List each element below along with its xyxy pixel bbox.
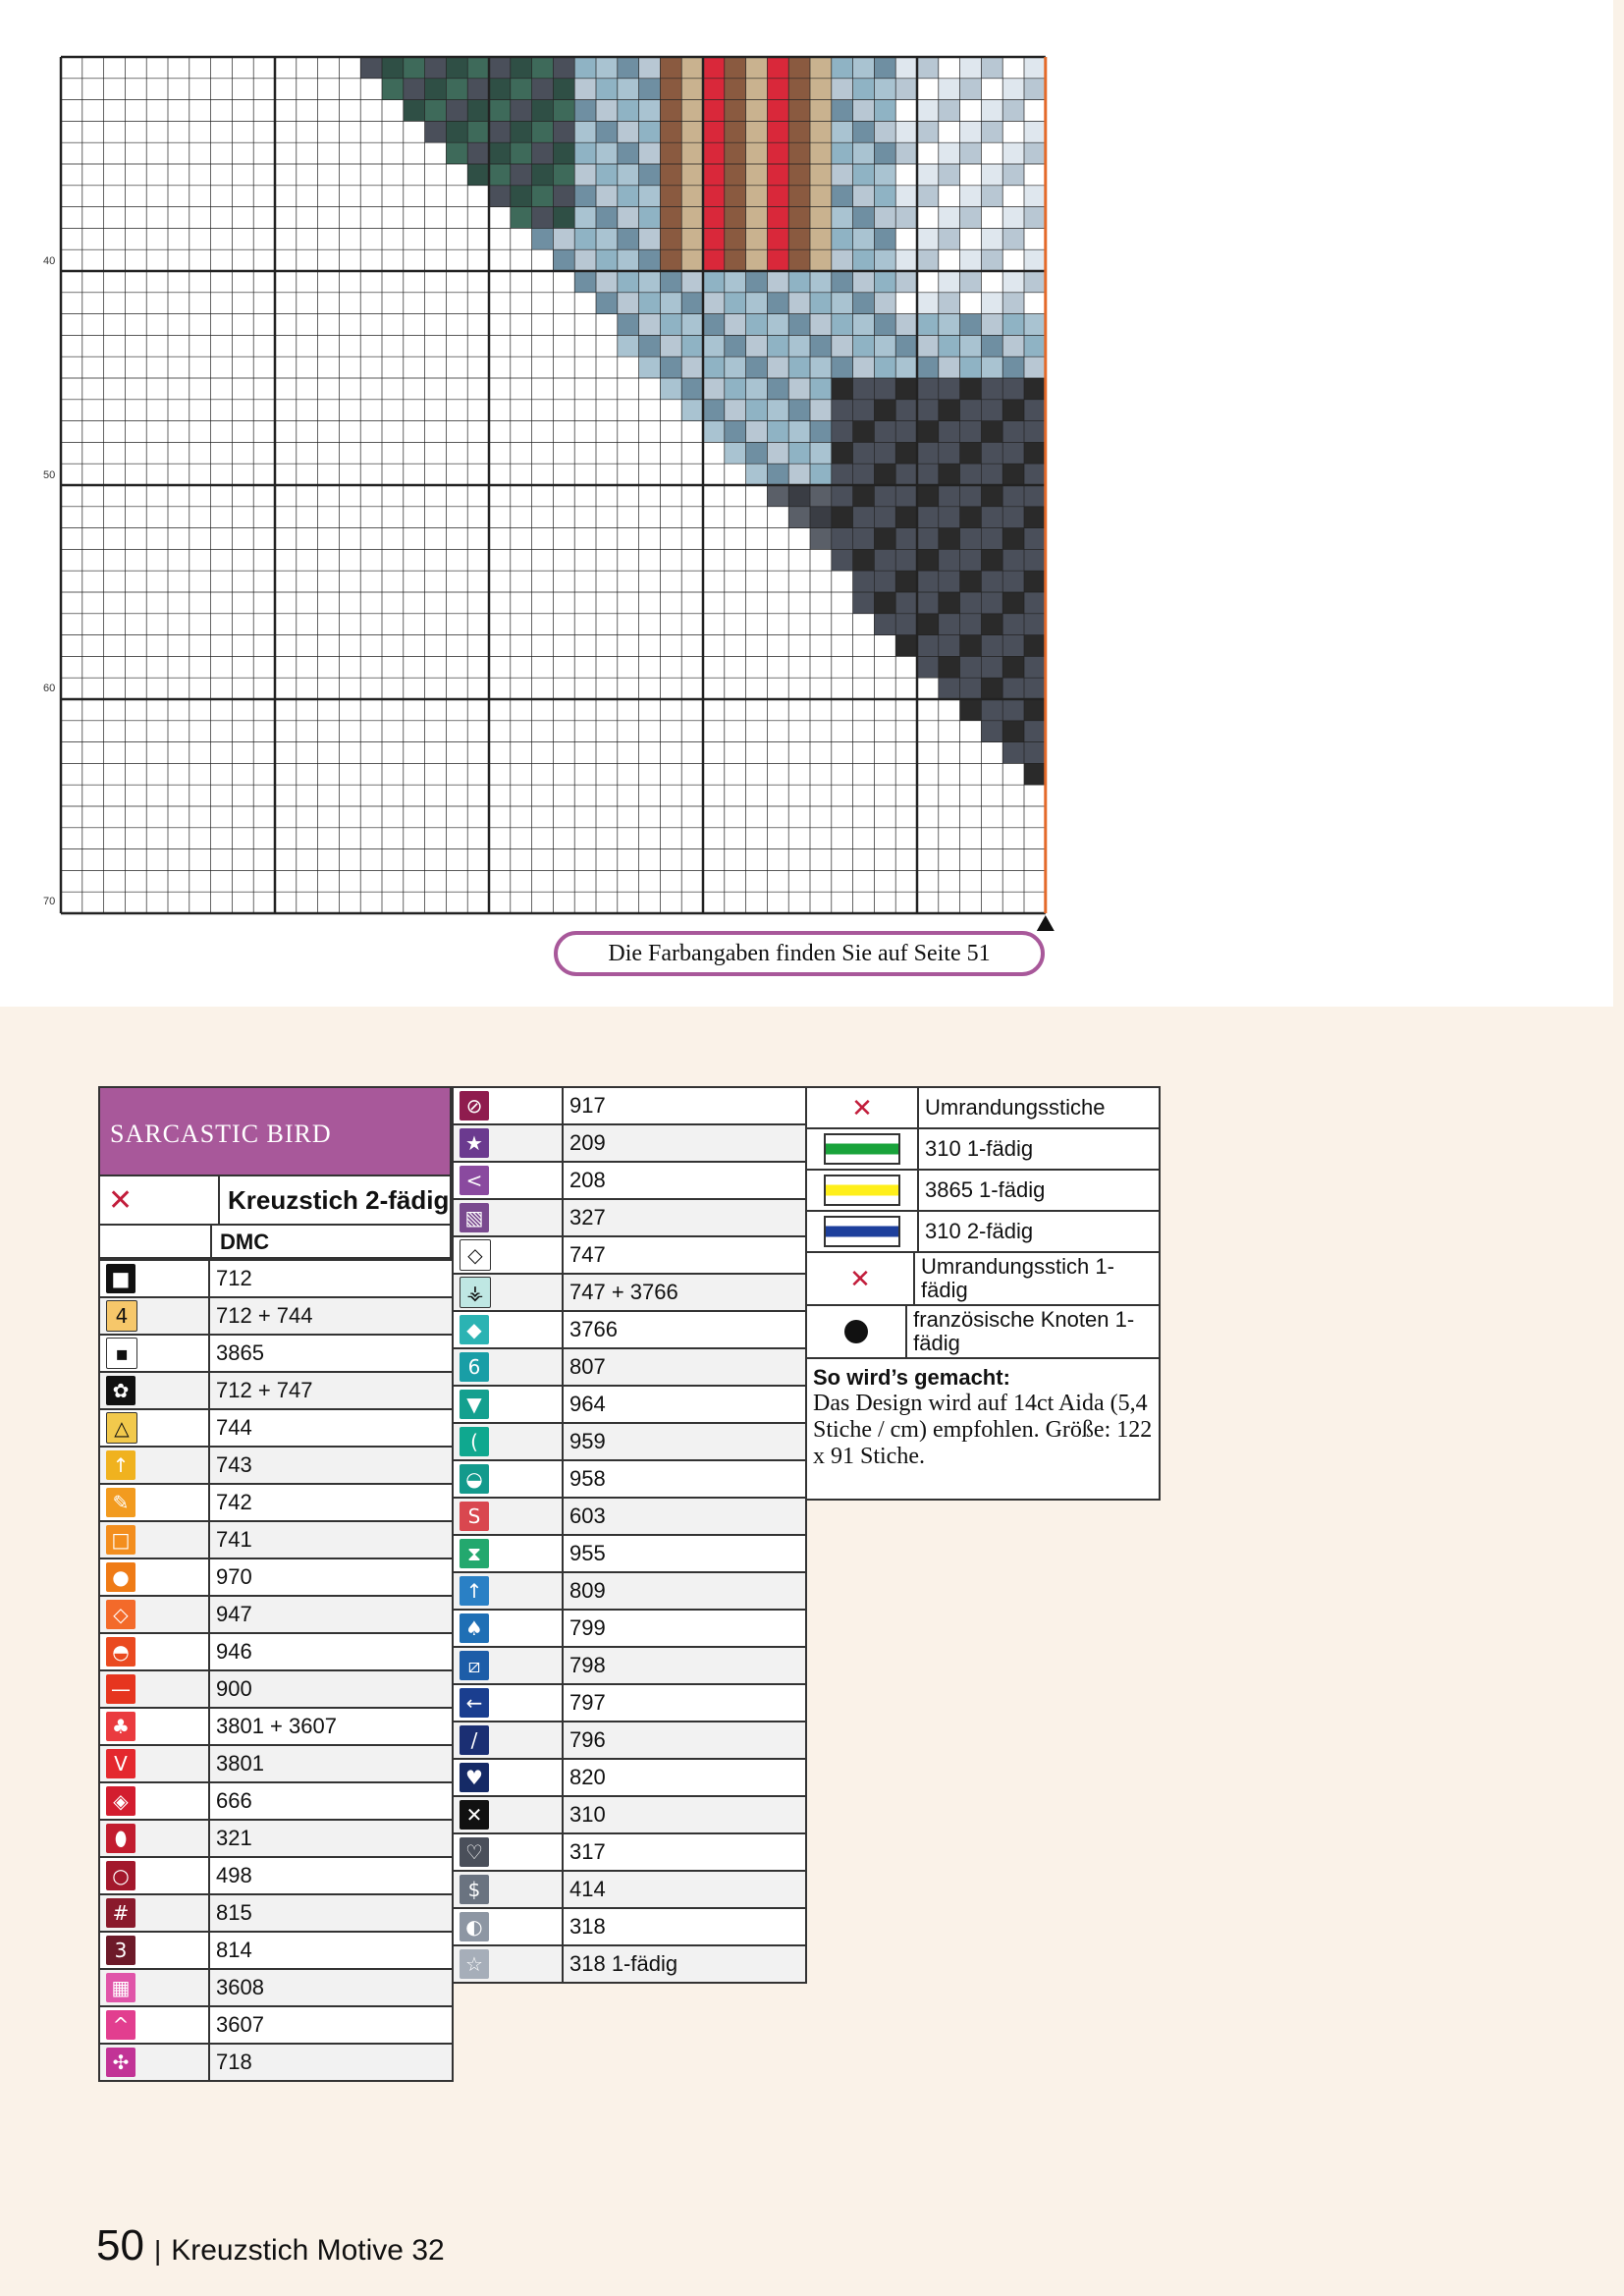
dmc-number: 3608 bbox=[209, 1969, 453, 2006]
symbol-icon: V bbox=[106, 1749, 135, 1778]
row-label-40: 40 bbox=[43, 255, 56, 267]
key-cross-row bbox=[98, 1175, 452, 1226]
dmc-number: 321 bbox=[209, 1820, 453, 1857]
dmc-number: 498 bbox=[209, 1857, 453, 1894]
outline-label: Umrandungsstiche bbox=[925, 1095, 1106, 1120]
col1-row bbox=[99, 1969, 453, 2006]
col2-row bbox=[453, 1199, 806, 1236]
key-column-1 bbox=[98, 1259, 454, 2082]
dmc-number: 3801 bbox=[209, 1745, 453, 1782]
dmc-number: 900 bbox=[209, 1670, 453, 1708]
dmc-number: 798 bbox=[563, 1647, 806, 1684]
col1-row bbox=[99, 2006, 453, 2044]
col2-row bbox=[453, 1498, 806, 1535]
dmc-number: 917 bbox=[563, 1087, 806, 1124]
line-swatch-icon bbox=[824, 1216, 900, 1247]
dmc-number: 814 bbox=[209, 1932, 453, 1969]
row-label-70: 70 bbox=[43, 896, 56, 907]
dmc-number: 3607 bbox=[209, 2006, 453, 2044]
symbol-icon: ✣ bbox=[106, 2048, 135, 2077]
dmc-number: 747 bbox=[563, 1236, 806, 1274]
symbol-icon: ★ bbox=[460, 1128, 489, 1158]
col2-row bbox=[453, 1274, 806, 1311]
col2-row bbox=[453, 1124, 806, 1162]
chart-panel bbox=[0, 0, 1613, 1007]
col2-row bbox=[453, 1423, 806, 1460]
center-arrow-icon bbox=[1037, 915, 1055, 931]
outline-label: 3865 1-fädig bbox=[925, 1177, 1046, 1202]
dmc-number: 318 1-fädig bbox=[563, 1945, 806, 1983]
dmc-number: 712 + 747 bbox=[209, 1372, 453, 1409]
dmc-number: 318 bbox=[563, 1908, 806, 1945]
key-title: SARCASTIC BIRD bbox=[98, 1086, 452, 1176]
footer-title: Kreuzstich Motive 32 bbox=[171, 2234, 445, 2267]
symbol-icon: ⧄ bbox=[460, 1651, 489, 1680]
col2-row bbox=[453, 1386, 806, 1423]
dmc-label: DMC bbox=[220, 1230, 270, 1254]
symbol-icon: ( bbox=[460, 1427, 489, 1456]
col1-row bbox=[99, 1670, 453, 1708]
outline-label: Umrandungsstich 1-fädig bbox=[921, 1254, 1114, 1302]
dmc-number: 964 bbox=[563, 1386, 806, 1423]
symbol-icon: $ bbox=[460, 1875, 489, 1904]
how-to-text: Das Design wird auf 14ct Aida (5,4 Stiche / cm) empfohlen. Größe: 122 x 91 Stiche. bbox=[813, 1391, 1153, 1469]
symbol-icon: # bbox=[106, 1898, 135, 1928]
symbol-icon: ♣ bbox=[106, 1712, 135, 1741]
dmc-number: 807 bbox=[563, 1348, 806, 1386]
symbol-icon: S bbox=[460, 1502, 489, 1531]
col1-row bbox=[99, 1260, 453, 1297]
cross-icon: ✕ bbox=[100, 1176, 220, 1224]
symbol-icon: ↑ bbox=[106, 1450, 135, 1480]
symbol-icon: ♠ bbox=[460, 1613, 489, 1643]
symbol-icon: ☆ bbox=[460, 1949, 489, 1979]
how-to-title: So wird’s gemacht: bbox=[813, 1365, 1010, 1390]
key-column-3 bbox=[805, 1086, 1161, 1501]
col1-row bbox=[99, 1372, 453, 1409]
symbol-icon: / bbox=[460, 1725, 489, 1755]
dmc-number: 209 bbox=[563, 1124, 806, 1162]
outline-row bbox=[807, 1171, 1159, 1212]
symbol-icon: ◆ bbox=[460, 1315, 489, 1344]
col1-row bbox=[99, 1633, 453, 1670]
symbol-icon: < bbox=[460, 1166, 489, 1195]
dmc-number: 747 + 3766 bbox=[563, 1274, 806, 1311]
col2-row bbox=[453, 1871, 806, 1908]
how-to-section bbox=[807, 1359, 1159, 1499]
dmc-number: 603 bbox=[563, 1498, 806, 1535]
symbol-icon: △ bbox=[106, 1412, 137, 1444]
col2-row bbox=[453, 1833, 806, 1871]
color-note: Die Farbangaben finden Sie auf Seite 51 bbox=[554, 931, 1045, 976]
col1-row bbox=[99, 1521, 453, 1558]
symbol-icon: ⬮ bbox=[106, 1824, 135, 1853]
symbol-icon: ♡ bbox=[460, 1837, 489, 1867]
col1-row bbox=[99, 1447, 453, 1484]
cross-stitch-chart bbox=[0, 0, 1613, 1007]
key-dmc-row bbox=[98, 1224, 452, 1259]
dmc-number: 718 bbox=[209, 2044, 453, 2081]
outline-row bbox=[807, 1212, 1159, 1253]
outline-row bbox=[807, 1253, 1159, 1306]
dmc-number: 208 bbox=[563, 1162, 806, 1199]
row-label-50: 50 bbox=[43, 469, 56, 481]
dmc-number: 799 bbox=[563, 1610, 806, 1647]
col2-row bbox=[453, 1236, 806, 1274]
dmc-number: 958 bbox=[563, 1460, 806, 1498]
symbol-icon: ▧ bbox=[460, 1203, 489, 1232]
col2-row bbox=[453, 1945, 806, 1983]
symbol-icon: □ bbox=[106, 1525, 135, 1555]
col2-row bbox=[453, 1908, 806, 1945]
symbol-icon: ● bbox=[106, 1562, 135, 1592]
symbol-icon: ▪ bbox=[106, 1338, 137, 1369]
dmc-number: 743 bbox=[209, 1447, 453, 1484]
dmc-number: 809 bbox=[563, 1572, 806, 1610]
dmc-number: 797 bbox=[563, 1684, 806, 1722]
symbol-icon: ▦ bbox=[106, 1973, 135, 2002]
outline-label: 310 2-fädig bbox=[925, 1219, 1034, 1243]
col2-row bbox=[453, 1684, 806, 1722]
outline-row bbox=[807, 1088, 1159, 1129]
symbol-icon: ⚶ bbox=[460, 1277, 491, 1308]
dmc-number: 959 bbox=[563, 1423, 806, 1460]
dmc-number: 796 bbox=[563, 1722, 806, 1759]
symbol-icon: ◈ bbox=[106, 1786, 135, 1816]
key-column-2 bbox=[452, 1086, 807, 1984]
dmc-number: 741 bbox=[209, 1521, 453, 1558]
col1-row bbox=[99, 1894, 453, 1932]
col1-row bbox=[99, 2044, 453, 2081]
page-footer bbox=[96, 2221, 445, 2270]
symbol-icon: ◓ bbox=[106, 1637, 135, 1667]
dmc-number: 666 bbox=[209, 1782, 453, 1820]
dmc-number: 712 bbox=[209, 1260, 453, 1297]
col2-row bbox=[453, 1311, 806, 1348]
symbol-icon: ✕ bbox=[460, 1800, 489, 1830]
line-swatch-icon bbox=[824, 1175, 900, 1206]
dmc-number: 712 + 744 bbox=[209, 1297, 453, 1335]
dmc-number: 742 bbox=[209, 1484, 453, 1521]
symbol-icon: ◒ bbox=[460, 1464, 489, 1494]
dmc-number: 3801 + 3607 bbox=[209, 1708, 453, 1745]
col2-row bbox=[453, 1535, 806, 1572]
col1-row bbox=[99, 1596, 453, 1633]
dmc-number: 317 bbox=[563, 1833, 806, 1871]
col1-row bbox=[99, 1558, 453, 1596]
col1-row bbox=[99, 1932, 453, 1969]
dmc-number: 3865 bbox=[209, 1335, 453, 1372]
symbol-icon: ⧗ bbox=[460, 1539, 489, 1568]
row-label-60: 60 bbox=[43, 683, 56, 694]
col1-row bbox=[99, 1708, 453, 1745]
col2-row bbox=[453, 1610, 806, 1647]
symbol-icon: ✿ bbox=[106, 1376, 135, 1405]
col1-row bbox=[99, 1409, 453, 1447]
dmc-number: 955 bbox=[563, 1535, 806, 1572]
footer-separator: | bbox=[153, 2235, 162, 2266]
col1-row bbox=[99, 1857, 453, 1894]
col2-row bbox=[453, 1647, 806, 1684]
col2-row bbox=[453, 1722, 806, 1759]
knot-icon bbox=[844, 1320, 868, 1343]
dmc-number: 310 bbox=[563, 1796, 806, 1833]
dmc-number: 946 bbox=[209, 1633, 453, 1670]
symbol-icon: ↑ bbox=[460, 1576, 489, 1606]
col2-row bbox=[453, 1162, 806, 1199]
grid-lines bbox=[61, 57, 1046, 913]
col1-row bbox=[99, 1297, 453, 1335]
cross-label: Kreuzstich 2-fädig bbox=[228, 1184, 450, 1215]
symbol-icon: ■ bbox=[106, 1264, 135, 1293]
col2-row bbox=[453, 1087, 806, 1124]
symbol-icon: ← bbox=[460, 1688, 489, 1718]
symbol-icon: ♥ bbox=[460, 1763, 489, 1792]
symbol-icon: — bbox=[106, 1674, 135, 1704]
col2-row bbox=[453, 1572, 806, 1610]
symbol-icon: ^ bbox=[106, 2010, 135, 2040]
dmc-number: 327 bbox=[563, 1199, 806, 1236]
symbol-icon: ◇ bbox=[106, 1600, 135, 1629]
cross-icon: ✕ bbox=[849, 1263, 871, 1293]
col1-row bbox=[99, 1782, 453, 1820]
cross-icon: ✕ bbox=[851, 1092, 873, 1122]
symbol-icon: ⊘ bbox=[460, 1091, 489, 1121]
dmc-number: 815 bbox=[209, 1894, 453, 1932]
symbol-icon: ✎ bbox=[106, 1488, 135, 1517]
symbol-icon: 6 bbox=[460, 1352, 489, 1382]
outline-row bbox=[807, 1306, 1159, 1359]
col1-row bbox=[99, 1335, 453, 1372]
col1-row bbox=[99, 1745, 453, 1782]
symbol-icon: 4 bbox=[106, 1300, 137, 1332]
col1-row bbox=[99, 1820, 453, 1857]
dmc-number: 414 bbox=[563, 1871, 806, 1908]
dmc-number: 820 bbox=[563, 1759, 806, 1796]
line-swatch-icon bbox=[824, 1133, 900, 1165]
col2-row bbox=[453, 1796, 806, 1833]
col1-row bbox=[99, 1484, 453, 1521]
dmc-number: 970 bbox=[209, 1558, 453, 1596]
symbol-icon: ▼ bbox=[460, 1390, 489, 1419]
page-number: 50 bbox=[96, 2221, 144, 2269]
col2-row bbox=[453, 1348, 806, 1386]
symbol-icon: ◐ bbox=[460, 1912, 489, 1941]
outline-label: 310 1-fädig bbox=[925, 1136, 1034, 1161]
symbol-icon: ◇ bbox=[460, 1239, 491, 1271]
outline-row bbox=[807, 1129, 1159, 1171]
dmc-number: 744 bbox=[209, 1409, 453, 1447]
symbol-icon: 3 bbox=[106, 1936, 135, 1965]
dmc-number: 947 bbox=[209, 1596, 453, 1633]
symbol-icon: ○ bbox=[106, 1861, 135, 1890]
col2-row bbox=[453, 1759, 806, 1796]
dmc-number: 3766 bbox=[563, 1311, 806, 1348]
outline-label: französische Knoten 1-fädig bbox=[913, 1307, 1135, 1355]
col2-row bbox=[453, 1460, 806, 1498]
